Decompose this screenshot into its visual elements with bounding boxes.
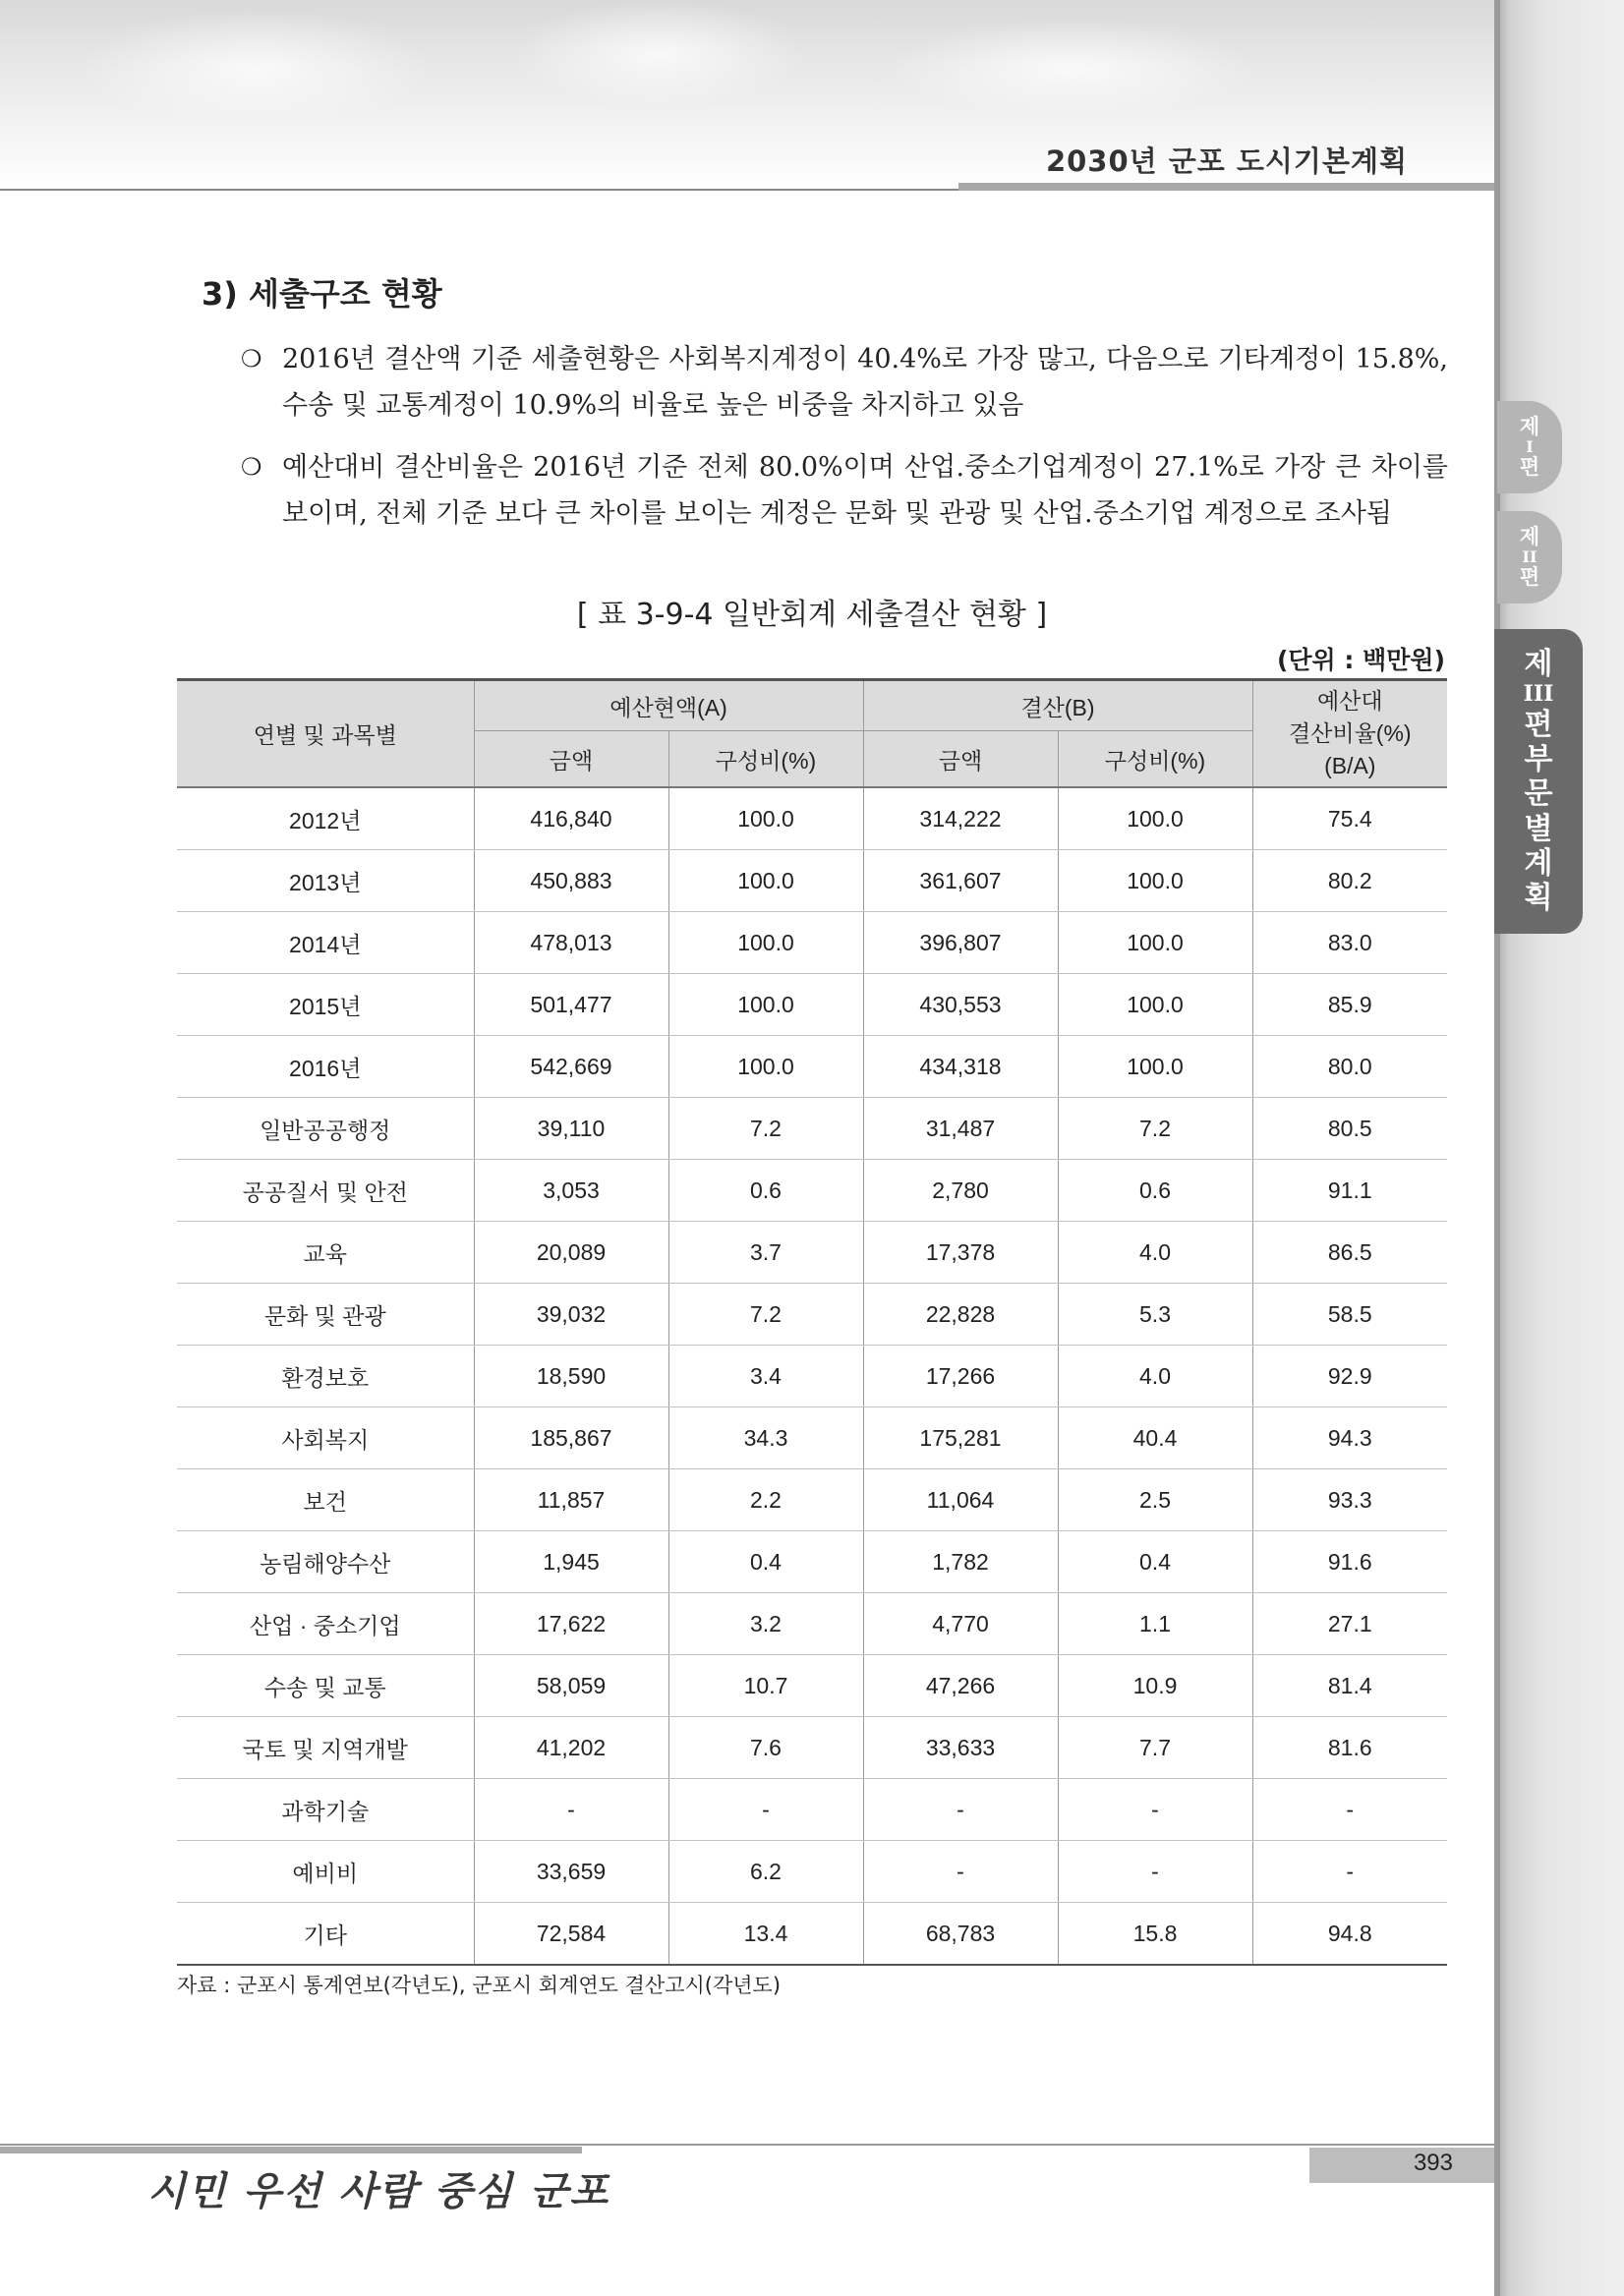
ratio-cell: 91.6: [1252, 1531, 1447, 1593]
footer-divider: [0, 2144, 1494, 2146]
tab-char: 제: [1519, 415, 1540, 439]
cloud-decoration: [885, 20, 1258, 118]
header-settlement: 결산(B): [863, 680, 1252, 731]
footer-slogan: 시민 우선 사람 중심 군포: [147, 2168, 610, 2214]
table-row: [177, 974, 1447, 1036]
header-ratio: [1252, 680, 1447, 788]
settlement-amount-cell: 68,783: [863, 1903, 1058, 1966]
ratio-cell: 93.3: [1252, 1469, 1447, 1531]
header-budget: 예산현액(A): [474, 680, 863, 731]
settlement-composition-cell: 4.0: [1058, 1346, 1252, 1407]
budget-amount-cell: 542,669: [474, 1036, 668, 1098]
table-row: [177, 1531, 1447, 1593]
row-label-cell: 환경보호: [177, 1346, 474, 1407]
table-row: [177, 1098, 1447, 1160]
bullet-icon: ❍: [241, 453, 262, 481]
ratio-cell: 94.8: [1252, 1903, 1447, 1966]
settlement-composition-cell: 5.3: [1058, 1284, 1252, 1346]
budget-amount-cell: 17,622: [474, 1593, 668, 1655]
tab-char: II: [1522, 547, 1537, 567]
ratio-cell: 94.3: [1252, 1407, 1447, 1469]
table-row: [177, 1655, 1447, 1717]
table-row: [177, 1284, 1447, 1346]
ratio-cell: 27.1: [1252, 1593, 1447, 1655]
settlement-amount-cell: 17,266: [863, 1346, 1058, 1407]
table-row: [177, 1036, 1447, 1098]
tab-char: 편: [1519, 564, 1540, 589]
table-row: [177, 1160, 1447, 1222]
side-strip: [1494, 0, 1624, 2296]
table-row: [177, 1469, 1447, 1531]
settlement-amount-cell: 11,064: [863, 1469, 1058, 1531]
ratio-cell: 81.4: [1252, 1655, 1447, 1717]
table-row: [177, 787, 1447, 850]
row-label-cell: 사회복지: [177, 1407, 474, 1469]
ratio-cell: 81.6: [1252, 1717, 1447, 1779]
budget-composition-cell: 100.0: [668, 974, 863, 1036]
ratio-cell: 80.0: [1252, 1036, 1447, 1098]
row-label-cell: 2014년: [177, 912, 474, 974]
budget-composition-cell: 7.2: [668, 1284, 863, 1346]
chapter-tab-1[interactable]: [1497, 401, 1562, 493]
settlement-amount-cell: 31,487: [863, 1098, 1058, 1160]
header-ratio-line: 예산대: [1316, 688, 1383, 714]
settlement-composition-cell: -: [1058, 1841, 1252, 1903]
ratio-cell: 80.2: [1252, 850, 1447, 912]
cloud-decoration: [511, 0, 806, 108]
ratio-cell: 80.5: [1252, 1098, 1447, 1160]
table-row: [177, 1346, 1447, 1407]
header-composition: 구성비(%): [668, 731, 863, 788]
row-label-cell: 수송 및 교통: [177, 1655, 474, 1717]
header-amount: 금액: [474, 731, 668, 788]
row-label-cell: 산업 · 중소기업: [177, 1593, 474, 1655]
settlement-composition-cell: 40.4: [1058, 1407, 1252, 1469]
bullet-icon: ❍: [241, 345, 262, 373]
section-title: 3) 세출구조 현황: [202, 275, 442, 313]
budget-amount-cell: -: [474, 1779, 668, 1841]
settlement-composition-cell: 100.0: [1058, 787, 1252, 850]
budget-composition-cell: 6.2: [668, 1841, 863, 1903]
cloud-decoration: [79, 10, 433, 128]
budget-amount-cell: 478,013: [474, 912, 668, 974]
budget-amount-cell: 416,840: [474, 787, 668, 850]
settlement-amount-cell: 33,633: [863, 1717, 1058, 1779]
table-source: 자료 : 군포시 통계연보(각년도), 군포시 회계연도 결산고시(각년도): [177, 1974, 782, 1997]
budget-composition-cell: 100.0: [668, 850, 863, 912]
tab-char: III: [1523, 680, 1554, 707]
budget-amount-cell: 450,883: [474, 850, 668, 912]
row-label-cell: 2015년: [177, 974, 474, 1036]
budget-amount-cell: 72,584: [474, 1903, 668, 1966]
budget-composition-cell: 2.2: [668, 1469, 863, 1531]
side-strip-edge: [1494, 0, 1500, 2296]
budget-composition-cell: 0.4: [668, 1531, 863, 1593]
row-label-cell: 국토 및 지역개발: [177, 1717, 474, 1779]
paragraph: [241, 336, 1448, 429]
settlement-amount-cell: 17,378: [863, 1222, 1058, 1284]
settlement-composition-cell: 1.1: [1058, 1593, 1252, 1655]
budget-amount-cell: 39,110: [474, 1098, 668, 1160]
tab-char: I: [1526, 437, 1534, 457]
settlement-composition-cell: -: [1058, 1779, 1252, 1841]
settlement-composition-cell: 7.7: [1058, 1717, 1252, 1779]
table-row: [177, 1593, 1447, 1655]
settlement-amount-cell: 314,222: [863, 787, 1058, 850]
settlement-amount-cell: 434,318: [863, 1036, 1058, 1098]
paragraph: [241, 444, 1448, 537]
settlement-amount-cell: 396,807: [863, 912, 1058, 974]
budget-amount-cell: 3,053: [474, 1160, 668, 1222]
ratio-cell: 91.1: [1252, 1160, 1447, 1222]
row-label-cell: 농림해양수산: [177, 1531, 474, 1593]
tab-char: 문: [1524, 776, 1553, 812]
budget-composition-cell: 7.2: [668, 1098, 863, 1160]
settlement-composition-cell: 0.6: [1058, 1160, 1252, 1222]
tab-char: 계: [1524, 846, 1553, 882]
page-number: 393: [1413, 2150, 1453, 2176]
row-label-cell: 2016년: [177, 1036, 474, 1098]
ratio-cell: 83.0: [1252, 912, 1447, 974]
settlement-composition-cell: 15.8: [1058, 1903, 1252, 1966]
settlement-composition-cell: 0.4: [1058, 1531, 1252, 1593]
budget-composition-cell: 3.7: [668, 1222, 863, 1284]
table-row: [177, 1779, 1447, 1841]
footer-accent-bar: [0, 2147, 582, 2153]
row-label-cell: 2012년: [177, 787, 474, 850]
tab-char: 획: [1524, 881, 1553, 916]
expenditure-table: [177, 678, 1447, 1966]
settlement-composition-cell: 100.0: [1058, 1036, 1252, 1098]
settlement-composition-cell: 100.0: [1058, 912, 1252, 974]
settlement-amount-cell: 22,828: [863, 1284, 1058, 1346]
header-composition: 구성비(%): [1058, 731, 1252, 788]
budget-composition-cell: 34.3: [668, 1407, 863, 1469]
settlement-amount-cell: 47,266: [863, 1655, 1058, 1717]
table-row: [177, 1903, 1447, 1966]
budget-amount-cell: 18,590: [474, 1346, 668, 1407]
settlement-composition-cell: 7.2: [1058, 1098, 1252, 1160]
budget-amount-cell: 41,202: [474, 1717, 668, 1779]
table-row: [177, 912, 1447, 974]
settlement-amount-cell: 4,770: [863, 1593, 1058, 1655]
budget-amount-cell: 185,867: [474, 1407, 668, 1469]
settlement-amount-cell: -: [863, 1779, 1058, 1841]
table-row: [177, 850, 1447, 912]
chapter-tab-3-active[interactable]: [1494, 629, 1583, 934]
settlement-composition-cell: 100.0: [1058, 974, 1252, 1036]
ratio-cell: -: [1252, 1779, 1447, 1841]
settlement-composition-cell: 10.9: [1058, 1655, 1252, 1717]
tab-char: 제: [1519, 525, 1540, 549]
document-title: 2030년 군포 도시기본계획: [1045, 144, 1408, 178]
ratio-cell: 85.9: [1252, 974, 1447, 1036]
budget-amount-cell: 39,032: [474, 1284, 668, 1346]
ratio-cell: 58.5: [1252, 1284, 1447, 1346]
row-label-cell: 공공질서 및 안전: [177, 1160, 474, 1222]
tab-char: 편: [1524, 707, 1553, 742]
settlement-composition-cell: 100.0: [1058, 850, 1252, 912]
budget-composition-cell: 3.4: [668, 1346, 863, 1407]
budget-composition-cell: 100.0: [668, 1036, 863, 1098]
header-accent-bar: [958, 183, 1494, 191]
row-label-cell: 기타: [177, 1903, 474, 1966]
settlement-amount-cell: 361,607: [863, 850, 1058, 912]
table-caption: [ 표 3-9-4 일반회계 세출결산 현황 ]: [576, 598, 1048, 632]
budget-composition-cell: -: [668, 1779, 863, 1841]
table-row: [177, 1841, 1447, 1903]
row-label-cell: 과학기술: [177, 1779, 474, 1841]
row-label-cell: 2013년: [177, 850, 474, 912]
header-amount: 금액: [863, 731, 1058, 788]
budget-amount-cell: 1,945: [474, 1531, 668, 1593]
settlement-composition-cell: 4.0: [1058, 1222, 1252, 1284]
tab-char: 별: [1524, 811, 1553, 846]
header-row-label: 연별 및 과목별: [177, 680, 474, 788]
budget-composition-cell: 100.0: [668, 912, 863, 974]
paragraph-text: 2016년 결산액 기준 세출현황은 사회복지계정이 40.4%로 가장 많고, 다음으로 기타계정이 15.8%, 수송 및 교통계정이 10.9%의 비율로 높은 비중을 차지하고 있음: [282, 344, 1448, 421]
row-label-cell: 예비비: [177, 1841, 474, 1903]
ratio-cell: 75.4: [1252, 787, 1447, 850]
budget-composition-cell: 10.7: [668, 1655, 863, 1717]
settlement-composition-cell: 2.5: [1058, 1469, 1252, 1531]
row-label-cell: 일반공공행정: [177, 1098, 474, 1160]
budget-composition-cell: 0.6: [668, 1160, 863, 1222]
tab-char: 편: [1519, 454, 1540, 479]
ratio-cell: -: [1252, 1841, 1447, 1903]
budget-composition-cell: 100.0: [668, 787, 863, 850]
budget-composition-cell: 7.6: [668, 1717, 863, 1779]
table-row: [177, 1222, 1447, 1284]
budget-composition-cell: 3.2: [668, 1593, 863, 1655]
table-unit: (단위 : 백만원): [1276, 646, 1445, 674]
settlement-amount-cell: 1,782: [863, 1531, 1058, 1593]
budget-amount-cell: 20,089: [474, 1222, 668, 1284]
header-ratio-line: (B/A): [1324, 753, 1376, 778]
budget-amount-cell: 33,659: [474, 1841, 668, 1903]
budget-composition-cell: 13.4: [668, 1903, 863, 1966]
paragraph-text: 예산대비 결산비율은 2016년 기준 전체 80.0%이며 산업․중소기업계정이 27.1%로 가장 큰 차이를 보이며, 전체 기준 보다 큰 차이를 보이는 계정은 문화 및 관광 및 산업․중소기업 계정으로 조사됨: [282, 452, 1448, 529]
tab-char: 제: [1524, 647, 1553, 682]
budget-amount-cell: 501,477: [474, 974, 668, 1036]
budget-amount-cell: 11,857: [474, 1469, 668, 1531]
row-label-cell: 교육: [177, 1222, 474, 1284]
settlement-amount-cell: 175,281: [863, 1407, 1058, 1469]
budget-amount-cell: 58,059: [474, 1655, 668, 1717]
tab-char: 부: [1524, 741, 1553, 776]
settlement-amount-cell: 430,553: [863, 974, 1058, 1036]
row-label-cell: 보건: [177, 1469, 474, 1531]
table-row: [177, 1407, 1447, 1469]
table-row: [177, 1717, 1447, 1779]
row-label-cell: 문화 및 관광: [177, 1284, 474, 1346]
settlement-amount-cell: -: [863, 1841, 1058, 1903]
header-ratio-line: 결산비율(%): [1288, 720, 1412, 746]
settlement-amount-cell: 2,780: [863, 1160, 1058, 1222]
ratio-cell: 86.5: [1252, 1222, 1447, 1284]
ratio-cell: 92.9: [1252, 1346, 1447, 1407]
